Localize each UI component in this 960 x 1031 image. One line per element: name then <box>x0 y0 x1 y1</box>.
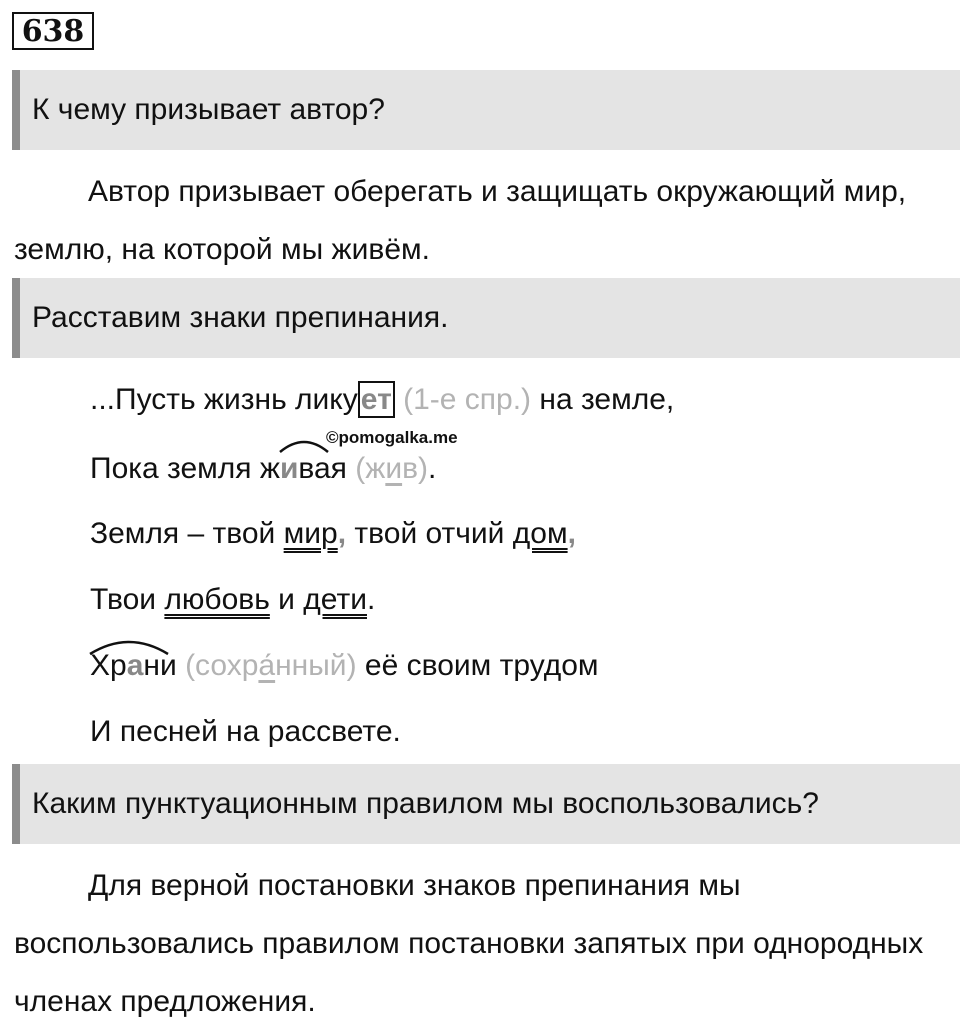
check-word <box>355 452 428 485</box>
comma-highlight: , <box>567 517 576 550</box>
poem-line-4-period: . <box>366 583 376 616</box>
homogeneous-word-mir: мир <box>283 517 338 550</box>
poem-line-3-text: Земля – твой <box>90 517 284 550</box>
check-word-vowel: а́ <box>258 649 276 682</box>
poem-line-2-text: Пока земля ж <box>90 452 280 485</box>
poem-line-3-middle: твой отчий <box>346 517 513 550</box>
poem-line-5-end: её своим трудом <box>364 649 599 682</box>
poem-line-2-period: . <box>428 452 437 485</box>
ending-box: ет <box>358 381 395 418</box>
answer-1-paragraph: Автор призывает оберегать и защищать окружающий мир, землю, на которой мы живём. <box>14 175 907 266</box>
vowel-highlight: и <box>279 452 299 485</box>
poem-line-4 <box>90 580 375 620</box>
check-word-part: (сохр <box>185 649 259 682</box>
poem-line-5 <box>90 646 599 686</box>
poem-line-3 <box>90 514 576 554</box>
question-bar-1 <box>12 70 960 150</box>
poem-line-2-rest: вая <box>298 452 347 485</box>
poem-line-5-text: Хр <box>90 649 127 682</box>
poem-line-1 <box>90 380 674 420</box>
exercise-number: 638 <box>12 12 94 50</box>
check-word-part: (ж <box>355 452 386 485</box>
question-bar-2 <box>12 278 960 358</box>
watermark: ©pomogalka.me <box>326 428 458 447</box>
conjunction: и <box>269 583 304 616</box>
conjugation-note: (1-е спр.) <box>403 383 532 416</box>
question-1-text: К чему призывает автор? <box>32 93 385 126</box>
poem-line-6: И песней на рассвете. <box>90 715 401 748</box>
poem-line-4-text: Твои <box>90 583 165 616</box>
poem-line-1-end: на земле, <box>539 383 675 416</box>
check-word-part: в) <box>402 452 429 485</box>
homogeneous-word-lyubov: любовь <box>164 583 270 616</box>
comma-highlight: , <box>337 517 347 550</box>
question-2-text: Расставим знаки препинания. <box>32 301 449 334</box>
vowel-highlight: а <box>126 649 144 682</box>
answer-3-paragraph: Для верной постановки знаков препинания мы воспользовались правилом постановки запятых при однородных членах предложения. <box>14 869 924 1018</box>
check-word-vowel: и <box>385 452 403 485</box>
check-word-part: нный) <box>275 649 357 682</box>
question-3-text: Каким пунктуационным правилом мы воспользовались? <box>32 787 819 820</box>
poem-line-1-text: ...Пусть жизнь лику <box>90 383 358 416</box>
question-bar-3 <box>12 764 960 844</box>
homogeneous-word-deti: дети <box>303 583 367 616</box>
poem-line-5-rest: ни <box>143 649 177 682</box>
poem-line-2 <box>90 449 436 489</box>
homogeneous-word-dom: дом <box>512 517 568 550</box>
check-word <box>185 649 357 682</box>
